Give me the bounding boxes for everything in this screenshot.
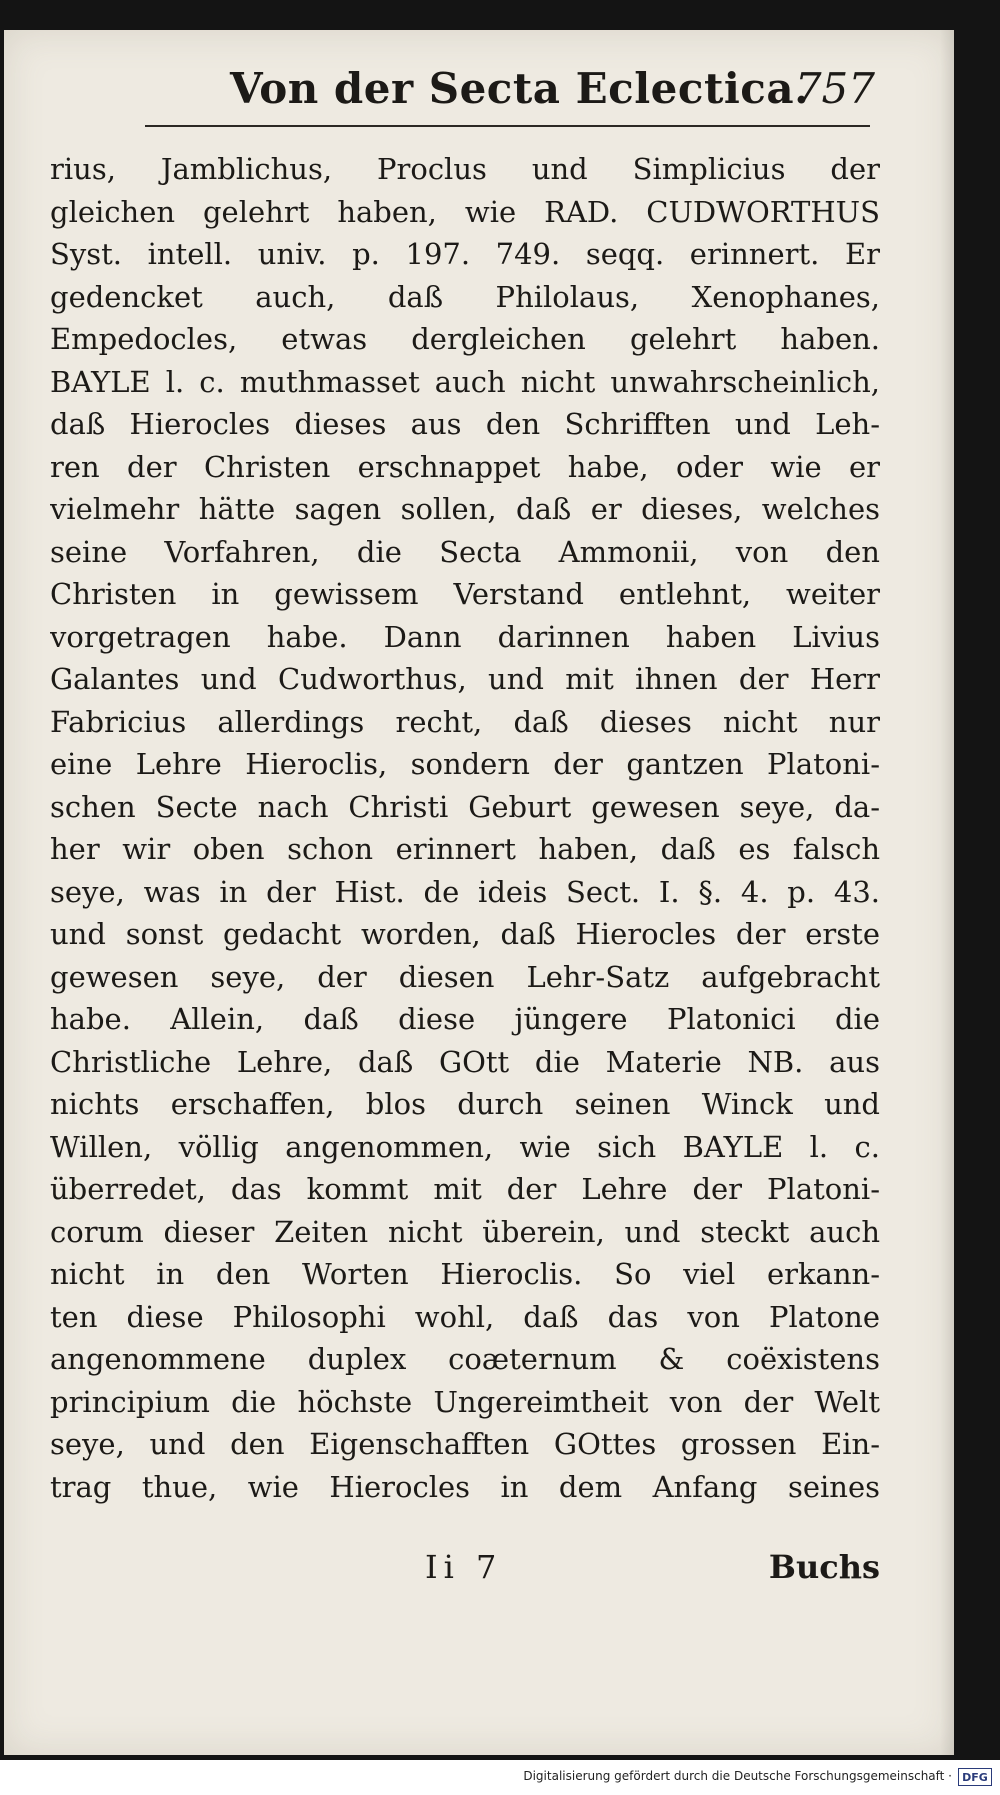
text-line: Fabricius allerdings recht, daß dieses nicht nur [50, 704, 880, 739]
body-text [50, 148, 880, 1508]
text-line: corum dieser Zeiten nicht überein, und steckt auch [50, 1214, 880, 1249]
page-edge-shadow [940, 30, 954, 1755]
text-line: vielmehr hätte sagen sollen, daß er dieses, welches [50, 492, 880, 526]
text-line: Syst. intell. univ. p. 197. 749. seqq. erinnert. Er [50, 237, 880, 271]
text-line: vorgetragen habe. Dann darinnen haben Livius [50, 619, 880, 654]
text-line: trag thue, wie Hierocles in dem Anfang seines [50, 1469, 880, 1504]
text-line: Empedocles, etwas dergleichen gelehrt haben. [50, 322, 880, 356]
text-line: principium die höchste Ungereimtheit von der Welt [50, 1384, 880, 1419]
text-line: gleichen gelehrt haben, wie RAD. CUDWORTHUS [50, 194, 880, 229]
text-line: seine Vorfahren, die Secta Ammonii, von den [50, 534, 880, 569]
text-line: überredet, das kommt mit der Lehre der Platoni- [50, 1172, 880, 1206]
text-line: gewesen seye, der diesen Lehr-Satz aufgebracht [50, 959, 880, 994]
text-line: ten diese Philosophi wohl, daß das von Platone [50, 1299, 880, 1334]
text-line: eine Lehre Hieroclis, sondern der gantzen Platoni- [50, 747, 880, 781]
text-line: nicht in den Worten Hieroclis. So viel erkann- [50, 1257, 880, 1291]
text-line: her wir oben schon erinnert haben, daß es falsch [50, 832, 880, 866]
signature-mark: Ii 7 [425, 1548, 503, 1586]
text-line: nichts erschaffen, blos durch seinen Winck und [50, 1087, 880, 1121]
text-line: rius, Jamblichus, Proclus und Simplicius der [50, 152, 880, 186]
text-line: habe. Allein, daß diese jüngere Platonici die [50, 1002, 880, 1036]
text-line: BAYLE l. c. muthmasset auch nicht unwahrscheinlich, [50, 364, 880, 399]
dfg-logo: DFG [958, 1768, 992, 1786]
text-line: seye, was in der Hist. de ideis Sect. I. §. 4. p. 43. [50, 874, 880, 909]
catchword: Buchs [768, 1548, 880, 1586]
text-line: daß Hierocles dieses aus den Schrifften und Leh- [50, 407, 880, 441]
running-title: Von der Secta Eclectica. [230, 64, 810, 113]
text-line: schen Secte nach Christi Geburt gewesen seye, da- [50, 789, 880, 824]
text-line: Willen, völlig angenommen, wie sich BAYLE l. c. [50, 1129, 880, 1164]
digitization-credit-bar [0, 1760, 1000, 1795]
text-line: angenommene duplex coæternum & coëxistens [50, 1342, 880, 1376]
page-header [145, 62, 875, 122]
text-line: Christen in gewissem Verstand entlehnt, weiter [50, 577, 880, 611]
credit-text: Digitalisierung gefördert durch die Deutsche Forschungsgemeinschaft · [523, 1769, 952, 1783]
text-line: und sonst gedacht worden, daß Hierocles der erste [50, 917, 880, 951]
text-line: Galantes und Cudworthus, und mit ihnen der Herr [50, 662, 880, 696]
text-line: gedencket auch, daß Philolaus, Xenophanes, [50, 279, 880, 314]
page-footer [50, 1548, 880, 1592]
header-rule [145, 125, 870, 127]
text-line: Christliche Lehre, daß GOtt die Materie NB. aus [50, 1044, 880, 1079]
page-number: 757 [794, 64, 875, 113]
text-line: ren der Christen erschnappet habe, oder wie er [50, 449, 880, 484]
text-line: seye, und den Eigenschafften GOttes grossen Ein- [50, 1427, 880, 1461]
